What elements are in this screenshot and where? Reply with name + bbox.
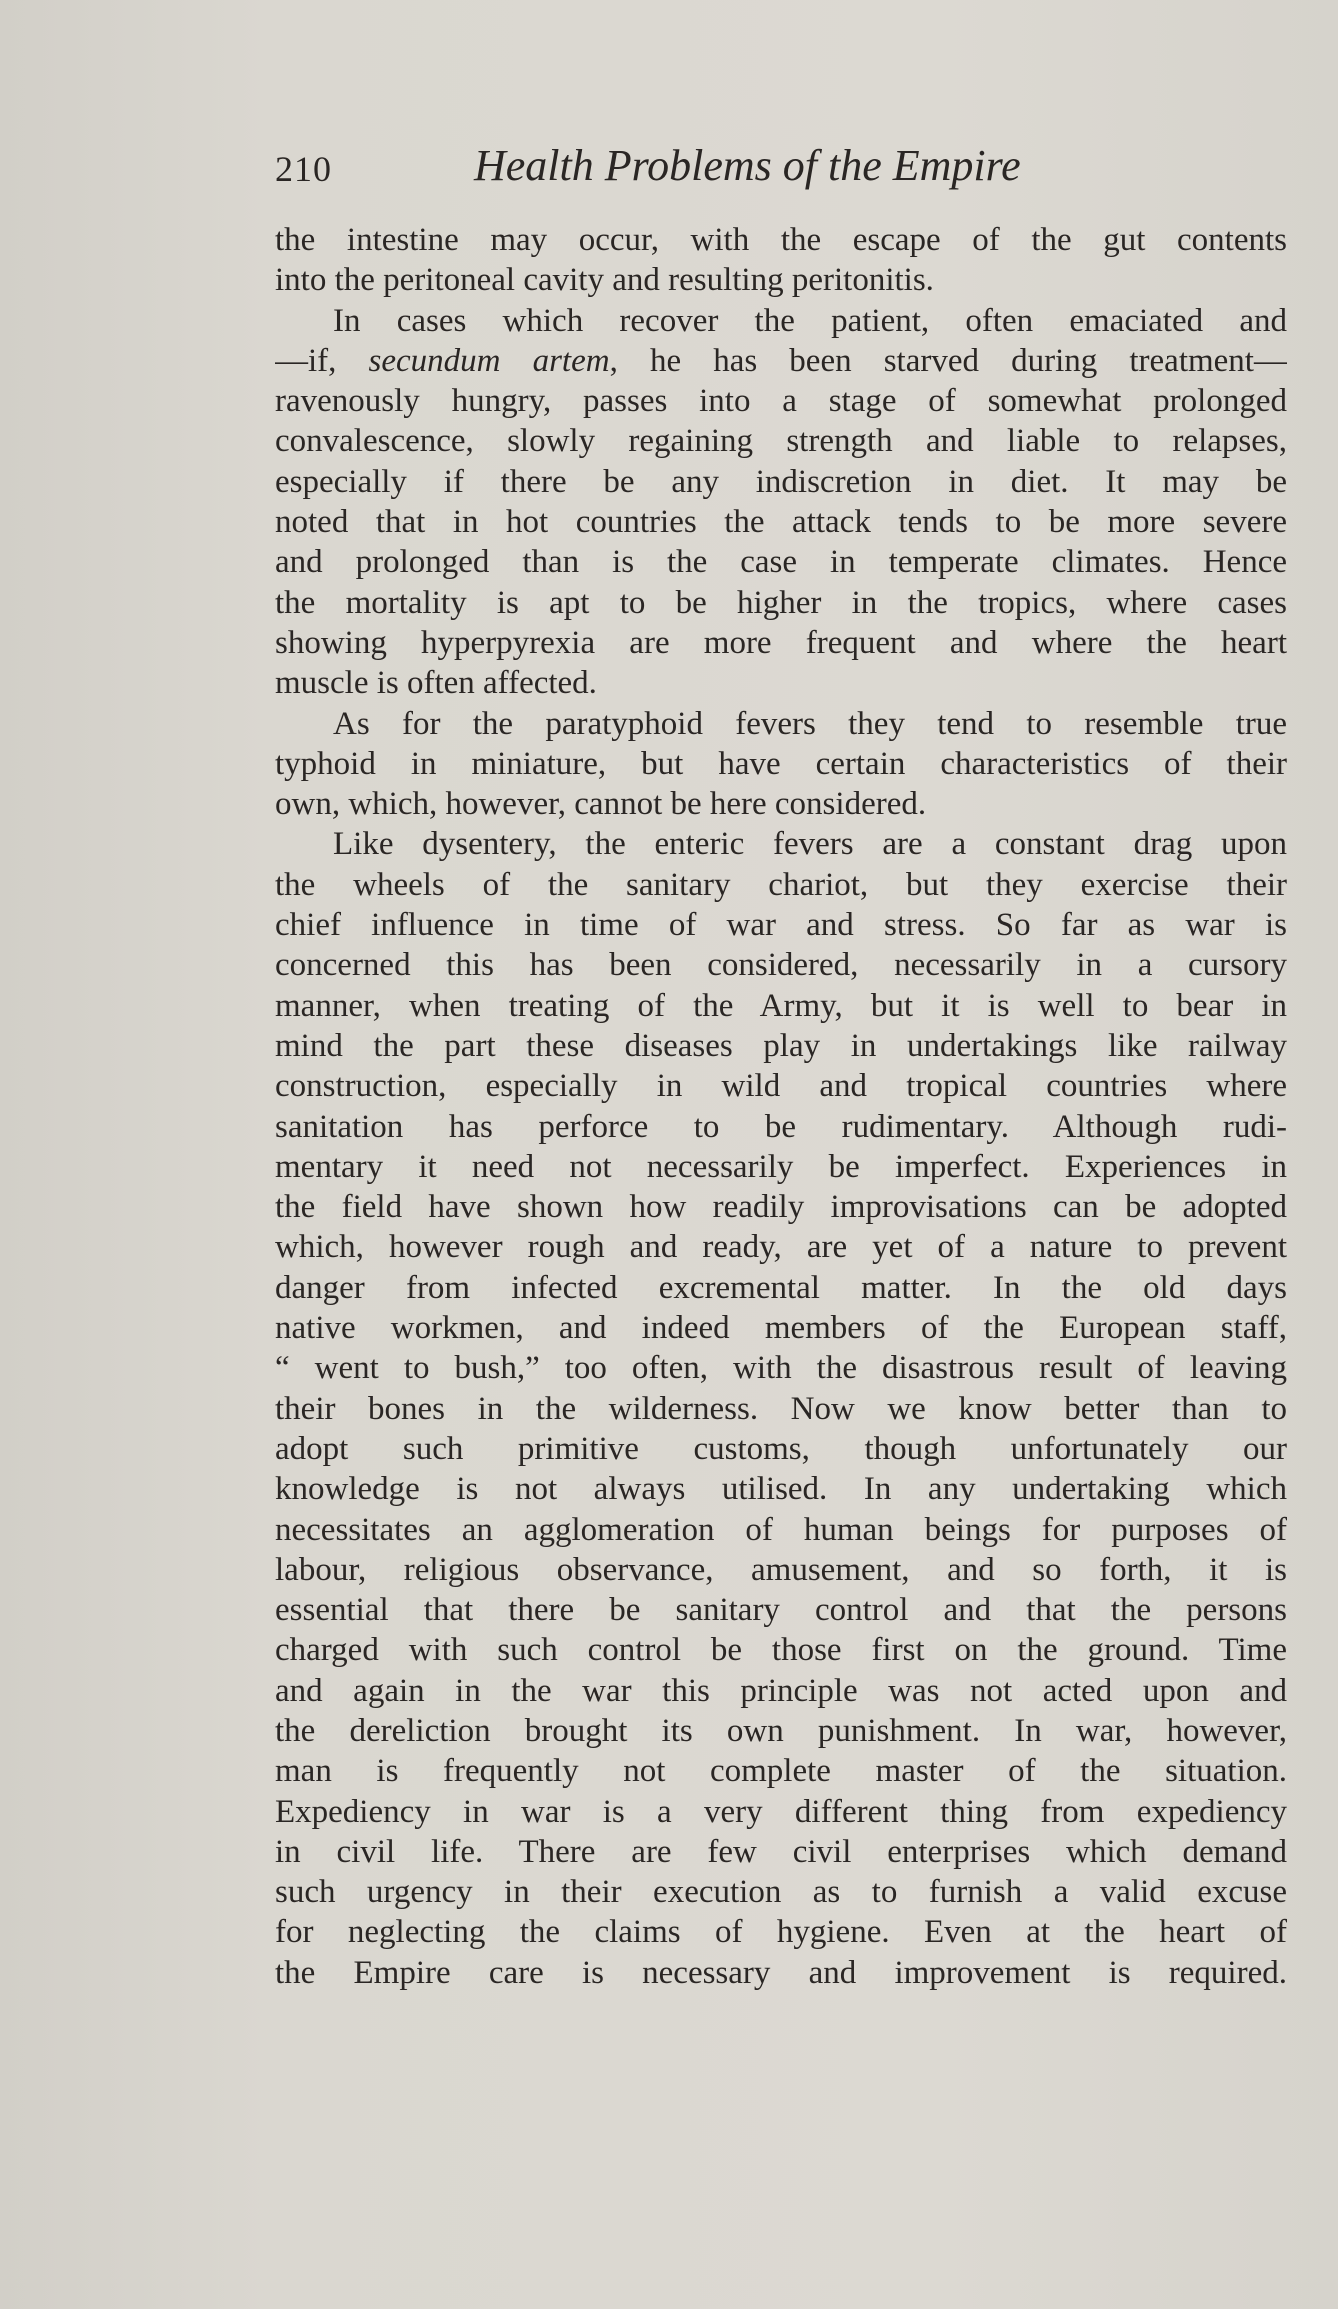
text-line: essential that there be sanitary control and that the persons bbox=[275, 1592, 1287, 1629]
text-line: ravenously hungry, passes into a stage of somewhat prolonged bbox=[275, 383, 1287, 420]
text-line: convalescence, slowly regaining strength and liable to relapses, bbox=[275, 423, 1287, 460]
text-line: necessitates an agglomeration of human beings for purposes of bbox=[275, 1511, 1287, 1548]
text-line: construction, especially in wild and tropical countries where bbox=[275, 1068, 1287, 1105]
text-line: for neglecting the claims of hygiene. Even at the heart of bbox=[275, 1914, 1287, 1951]
body-text bbox=[275, 220, 1287, 1993]
text-line: the dereliction brought its own punishment. In war, however, bbox=[275, 1712, 1287, 1749]
text-line: labour, religious observance, amusement, and so forth, it is bbox=[275, 1551, 1287, 1588]
text-line: charged with such control be those first on the ground. Time bbox=[275, 1632, 1287, 1669]
text-line: in civil life. There are few civil enterprises which demand bbox=[275, 1833, 1287, 1870]
text-line: mentary it need not necessarily be imperfect. Experiences in bbox=[275, 1148, 1287, 1185]
text-line bbox=[275, 341, 1287, 381]
text-line: knowledge is not always utilised. In any undertaking which bbox=[275, 1471, 1287, 1508]
text-line: danger from infected excremental matter. In the old days bbox=[275, 1269, 1287, 1306]
text-line: and again in the war this principle was not acted upon and bbox=[275, 1672, 1287, 1709]
text-line: into the peritoneal cavity and resulting peritonitis. bbox=[275, 262, 934, 299]
text-line: showing hyperpyrexia are more frequent and where the heart bbox=[275, 624, 1287, 661]
running-title: Health Problems of the Empire bbox=[474, 141, 1021, 190]
text-line: the Empire care is necessary and improvement is required. bbox=[275, 1954, 1287, 1991]
text-line: especially if there be any indiscretion in diet. It may be bbox=[275, 463, 1287, 500]
text-line: adopt such primitive customs, though unfortunately our bbox=[275, 1430, 1287, 1467]
text-line: As for the paratyphoid fevers they tend to resemble true bbox=[333, 705, 1287, 742]
paragraph bbox=[275, 824, 1287, 1993]
text-line: Expediency in war is a very different thing from expediency bbox=[275, 1793, 1287, 1830]
page-header bbox=[275, 140, 1285, 196]
text-segment: , he has been starved during treatment— bbox=[609, 342, 1287, 379]
text-line: mind the part these diseases play in undertakings like railway bbox=[275, 1027, 1287, 1064]
text-line: which, however rough and ready, are yet of a nature to prevent bbox=[275, 1229, 1287, 1266]
paragraph bbox=[275, 220, 1287, 301]
text-line: man is frequently not complete master of the situation. bbox=[275, 1753, 1287, 1790]
paragraph bbox=[275, 704, 1287, 825]
text-line: Like dysentery, the enteric fevers are a constant drag upon bbox=[333, 826, 1287, 863]
text-line: their bones in the wilderness. Now we know better than to bbox=[275, 1390, 1287, 1427]
text-line: muscle is often affected. bbox=[275, 665, 597, 702]
italic-phrase: secundum artem bbox=[368, 342, 610, 379]
text-line: the wheels of the sanitary chariot, but they exercise their bbox=[275, 866, 1287, 903]
text-line: such urgency in their execution as to furnish a valid excuse bbox=[275, 1874, 1287, 1911]
text-line: “ went to bush,” too often, with the disastrous result of leaving bbox=[275, 1350, 1287, 1387]
text-line: chief influence in time of war and stress. So far as war is bbox=[275, 907, 1287, 944]
text-line: own, which, however, cannot be here considered. bbox=[275, 786, 927, 823]
text-line: In cases which recover the patient, often emaciated and bbox=[333, 302, 1287, 339]
text-line: noted that in hot countries the attack tends to be more severe bbox=[275, 504, 1287, 541]
text-line: and prolonged than is the case in temperate climates. Hence bbox=[275, 544, 1287, 581]
paragraph bbox=[275, 301, 1287, 704]
text-line: sanitation has perforce to be rudimentary. Although rudi- bbox=[275, 1108, 1287, 1145]
text-segment: —if, bbox=[275, 342, 369, 379]
text-line: native workmen, and indeed members of the European staff, bbox=[275, 1310, 1287, 1347]
text-line: the field have shown how readily improvisations can be adopted bbox=[275, 1189, 1287, 1226]
text-line: concerned this has been considered, necessarily in a cursory bbox=[275, 947, 1287, 984]
text-line: typhoid in miniature, but have certain characteristics of their bbox=[275, 745, 1287, 782]
text-line: the intestine may occur, with the escape of the gut contents bbox=[275, 222, 1287, 258]
text-line: manner, when treating of the Army, but it is well to bear in bbox=[275, 987, 1287, 1024]
page-number: 210 bbox=[275, 149, 332, 189]
text-line: the mortality is apt to be higher in the tropics, where cases bbox=[275, 584, 1287, 621]
